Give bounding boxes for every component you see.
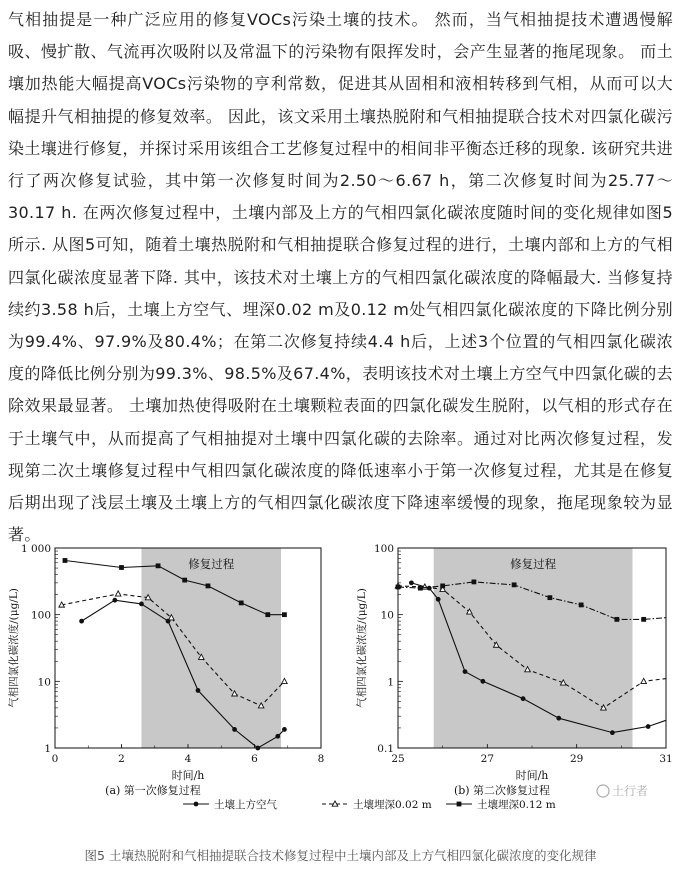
article-paragraph: 气相抽提是一种广泛应用的修复VOCs污染土壤的技术。 然而，当气相抽提技术遭遇慢解吸、慢扩散、气流再次吸附以及常温下的污染物有限挥发时，会产生显著的拖尾现象。 而土壤加热能大幅提高VOCs污染物的亨利常数，促进其从固相和液相转移到气相，从而可以大幅提升气相抽提的修复效率。 因此，该文采用土壤热脱附和气相抽提联合技术对四氯化碳污染土壤进行修复，并探讨采用该组合工艺修复过程中的相间非平衡态迁移的现象. 该研究共进行了两次修复试验，其中第一次修复时间为2.50～6.67 h，第二次修复时间为25.77～30.17 h. 在两次修复过程中，土壤内部及上方的气相四氯化碳浓度随时间的变化规律如图5所示. 从图5可知，随着土壤热脱附和气相抽提联合修复过程的进行，土壤内部和上方的气相四氯化碳浓度显著下降. 其中，该技术对土壤上方的气相四氯化碳浓度的降幅最大. 当修复持续约3.58 h后，土壤上方空气、埋深0.02 m及0.12 m处气相四氯化碳浓度的下降比例分别为99.4%、97.9%及80.4%；在第二次修复持续4.4 h后，上述3个位置的气相四氯化碳浓度的降低比例分别为99.3%、98.5%及67.4%，表明该技术对土壤上方空气中四氯化碳的去除效果最显著。 土壤加热使得吸附在土壤颗粒表面的四氯化碳发生脱附，以气相的形式存在于土壤气中，从而提高了气相抽提对土壤中四氯化碳的去除率。通过对比两次修复过程，发现第二次土壤修复过程中气相四氯化碳浓度的降低速率小于第一次修复过程，尤其是在修复后期出现了浅层土壤及土壤上方的气相四氯化碳浓度下降速率缓慢的现象，拖尾现象较为显著。 [8,10,673,545]
data-point [472,580,477,585]
chart-a [7,543,324,797]
x-tick-label: 8 [317,753,325,765]
data-point [556,716,561,721]
data-point [547,595,552,600]
legend-marker [194,802,199,807]
y-tick-label: 1 000 [20,543,51,555]
chart-b [355,543,673,797]
data-point [579,603,584,608]
data-point [156,563,161,568]
watermark-icon [597,785,609,797]
data-point [521,696,526,701]
x-tick-label: 2 [118,753,125,765]
data-point [512,582,517,587]
data-point [115,591,121,596]
data-point [79,619,84,624]
data-point [610,730,615,735]
x-tick-label: 25 [391,753,405,765]
data-point [396,585,401,590]
watermark [597,783,648,798]
data-point [614,617,619,622]
x-axis-label: 时间/h [171,769,205,782]
x-tick-label: 6 [251,753,258,765]
y-axis-label: 气相四氯化碳浓度/(μg/L) [356,588,368,708]
shaded-region [434,548,633,748]
chart-subtitle: (a) 第一次修复过程 [105,784,201,797]
data-point [418,586,423,591]
data-point [282,678,288,683]
y-axis-label: 气相四氯化碳浓度/(μg/L) [8,588,20,708]
legend-label: 土壤上方空气 [214,799,277,811]
data-point [409,580,414,585]
watermark-text: 土行者 [612,784,649,798]
data-point [440,584,445,589]
data-point [436,597,441,602]
data-point [255,746,260,751]
x-axis-label: 时间/h [515,769,549,782]
x-tick-label: 0 [51,753,59,765]
x-tick-label: 29 [569,753,584,765]
shaded-region [141,548,281,748]
y-tick-label: 1 [387,676,394,689]
data-point [275,734,280,739]
x-tick-label: 27 [480,753,495,765]
y-tick-label: 0.1 [377,743,394,755]
y-tick-label: 1 [44,743,51,755]
data-point [282,612,287,617]
shaded-region-label: 修复过程 [188,557,235,571]
y-tick-label: 100 [373,543,394,555]
legend-marker [457,802,462,807]
data-point [139,602,144,607]
data-point [239,601,244,606]
y-tick-label: 10 [37,676,51,689]
data-point [63,558,68,563]
data-point [119,565,124,570]
data-point [265,612,270,617]
data-point [112,598,117,603]
data-point [182,578,187,583]
chart-subtitle: (b) 第二次修复过程 [453,784,551,797]
data-point [646,724,651,729]
data-point [196,688,201,693]
data-point [427,586,432,591]
figure-5 [0,528,681,828]
legend-label: 土壤埋深0.02 m [353,799,432,811]
article-body [8,4,673,551]
figure-caption: 图5 土壤热脱附和气相抽提联合技术修复过程中土壤内部及上方气相四氯化碳浓度的变化规律 [84,848,597,863]
data-point [282,727,287,732]
legend-label: 土壤埋深0.12 m [477,799,556,811]
data-point [480,679,485,684]
y-tick-label: 10 [380,609,394,622]
x-tick-label: 4 [184,753,192,765]
figure-svg [0,528,681,828]
legend [183,798,556,811]
y-tick-label: 100 [30,609,51,622]
x-tick-label: 31 [659,753,673,765]
shaded-region-label: 修复过程 [510,557,557,571]
data-point [206,584,211,589]
data-point [463,669,468,674]
data-point [641,617,646,622]
data-point [232,727,237,732]
